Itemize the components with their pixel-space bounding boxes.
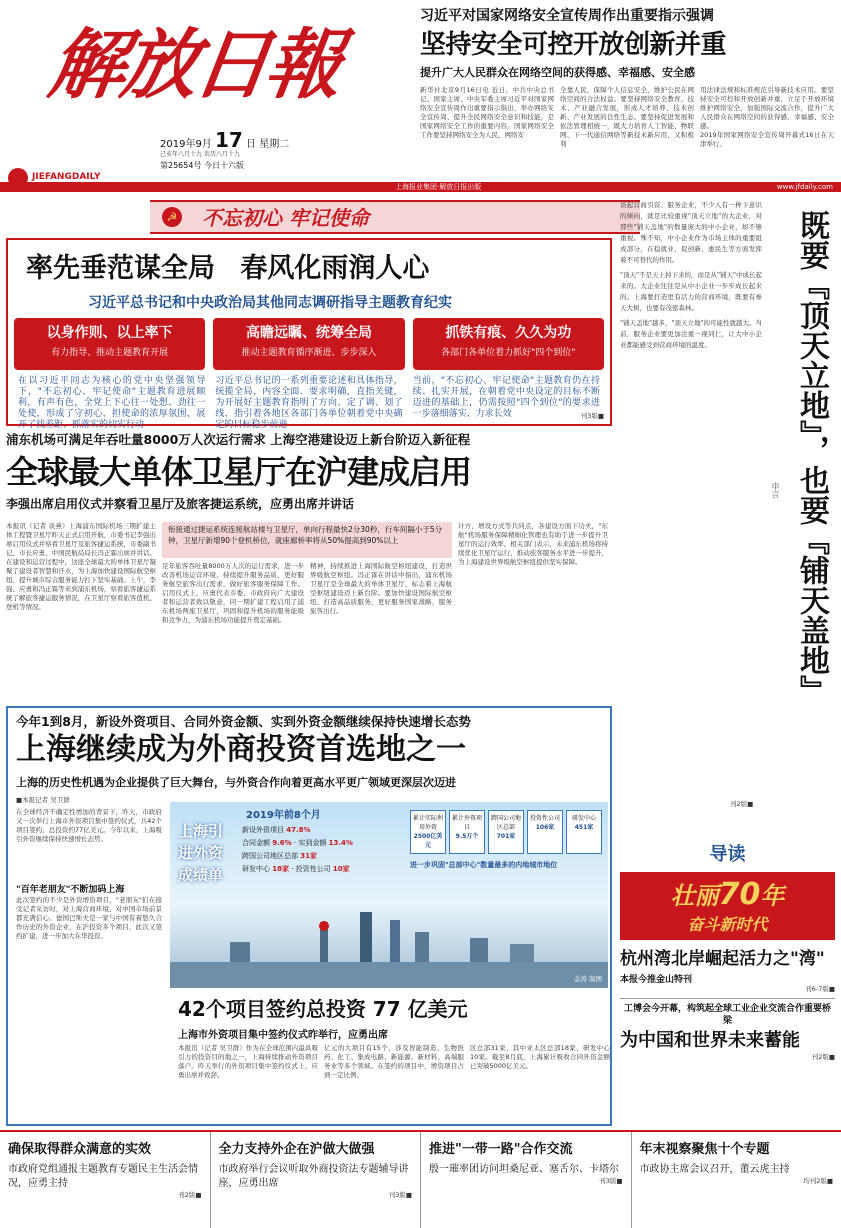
party-emblem-icon: ☭ <box>162 207 182 227</box>
invest-subtitle: "百年老朋友"不断加码上海 <box>16 885 125 895</box>
issue-number: 第25654号 今日十六版 <box>160 161 244 170</box>
theme-subhead: 习近平总书记和中央政治局其他同志调研指导主题教育纪实 <box>88 295 452 311</box>
theme-jump[interactable]: 刊3版■ <box>580 412 604 420</box>
infographic-card: 跨国公司地区总部 701家 <box>488 810 524 854</box>
theme-headline: 率先垂范谋全局 春风化雨润人心 <box>26 253 430 284</box>
airport-highlight: 衔接通过捷运系统连接航站楼与卫星厅，单向行程最快2分30秒，行车间隔小于5分钟，卫星厅新增90个登机桥位，就座廊桥率将从50%提高到90%以上 <box>162 522 452 558</box>
lead-col-3: 用法律法规和标准规范引导新技术应用。要坚持安全可控和开放创新并重，立足于开放环境维护网络安全，加强国际交流合作，提升广大人民群众在网络空间的获得感、幸福感、安全感。 2019年国家网络安全宣传周开幕式16日在天津举行。 <box>700 86 834 148</box>
sign-subhead: 上海市外资项目集中签约仪式昨举行，应勇出席 <box>178 1030 388 1041</box>
lunar-date: 己亥年八月十九 农历八月十九 <box>160 151 240 158</box>
theme-pill-2: 高瞻远瞩、统筹全局 推动主题教育循序渐进、步步深入 <box>213 318 404 370</box>
footer-item[interactable]: 确保取得群众满意的实效 市政府党组通报主题教育专题民主生活会情况，应勇主持 刊2版■ <box>0 1132 211 1228</box>
commentary <box>620 200 835 820</box>
publish-date: 2019年9月 17 日 星期二 <box>160 128 290 152</box>
airport-story <box>6 430 612 700</box>
invest-infographic <box>170 802 608 988</box>
guide-title: 导读 <box>709 844 746 865</box>
airport-subhead: 李强出席启用仪式并察看卫星厅及旅客捷运系统，应勇出席并讲话 <box>6 497 355 511</box>
invest-col-more: 此次签约的不少是外资增资项目，"老朋友"们在接受记者采访时，对上海营商环境、对中国市场前景都充满信心。德国巴斯夫是一家与中国有着悠久合作历史的外资企业，在沪投资多个项目，此次又签约扩建，进一步加大在华投资。 <box>16 896 162 940</box>
guide-item-1-sub: 本报今推金山特刊 <box>620 975 693 985</box>
stat-row: 研发中心 18家 · 投资性公司 10家 <box>242 865 350 873</box>
guide-item-1-headline[interactable]: 杭州湾北岸崛起活力之"湾" <box>620 949 825 969</box>
sign-headline: 42个项目签约总投资 77 亿美元 <box>178 997 468 1021</box>
commentary-byline: 申言 <box>771 482 780 498</box>
theme-pill-1: 以身作则、以上率下 有力指导、推动主题教育开展 <box>14 318 205 370</box>
invest-subhead: 上海的历史性机遇为企业提供了巨大舞台，与外资合作向着更高水平更广领域更深层次迈进 <box>16 776 456 789</box>
infographic-card: 研发中心 451家 <box>566 810 602 854</box>
lead-col-1: 新华社北京9月16日电 近日，中共中央总书记、国家主席、中央军委主席习近平对国家网络安全宣传周作出重要指示指出，举办网络安全宣传周、提升全民网络安全意识和技能，是国家网络安全工作的重要内容。国家网络安全工作要坚持网络安全为人民、网络安 <box>420 86 554 139</box>
theme-col-3: 当前，"不忘初心、牢记使命"主题教育仍在持续、扎实开展，在朝着党中央设定的目标不断迈进的基础上，仍需按照"四个到位"的要求进一步落细落实、力求长效 <box>412 376 600 419</box>
guide-banner: 壮丽70年 奋斗新时代 <box>620 872 835 940</box>
guide <box>620 840 835 1140</box>
guide-item-2-kicker: 工博会今开幕，构筑起全球工业企业交流合作重要桥梁 <box>623 1004 831 1026</box>
guide-item-2-jump[interactable]: 刊2版■ <box>811 1053 835 1061</box>
sign-col-2: 亿元的大项目有15个，涉及智能制造、生物医药、化工、集成电路、新能源、新材料、高端服务业等多个领域。在签约的项目中，增资项目占到一定比例。 <box>324 1044 464 1079</box>
infographic-card: 累计实际利用外资 2500亿美元 <box>410 810 446 854</box>
stat-row: 合同金额 9.6% · 实到金额 13.4% <box>242 839 353 847</box>
lead-story <box>420 6 835 174</box>
stat-row: 新设外资项目 47.8% <box>242 826 311 834</box>
newspaper-logo: 解放日報 <box>43 20 345 109</box>
invest-lead: 在全球经济不确定性增加的背景下，昨天，市政府又一次举行上海市外资项目集中签约仪式，共42个项目签约，总投资约77亿美元。今年以来，上海吸引外资继续保持快速增长态势。 <box>16 808 162 843</box>
commentary-jump[interactable]: 刊2版■ <box>730 800 754 808</box>
invest-byline: ■本报记者 吴卫群 <box>16 796 70 804</box>
theme-section <box>6 238 612 430</box>
infographic-card: 投资性公司 106家 <box>527 810 563 854</box>
infographic-note: 进一步巩固"总部中心"数量最多的内地城市地位 <box>410 861 558 869</box>
infographic-card: 累计外资项目 9.5万个 <box>449 810 485 854</box>
footer-item[interactable]: 年末视察聚焦十个专题 市政协主席会议召开，董云虎主持 均刊2版■ <box>639 1142 833 1185</box>
website-link[interactable]: www.jfdaily.com <box>776 183 833 191</box>
footer <box>0 1130 841 1228</box>
infographic-credit: 金涛 制图 <box>573 975 602 983</box>
stat-row: 跨国公司地区总部 31家 <box>242 852 317 860</box>
footer-item[interactable]: 推进"一带一路"合作交流 殷一璀率团访问坦桑尼亚、塞舌尔、卡塔尔 刊3版■ <box>421 1132 632 1228</box>
lead-kicker: 习近平对国家网络安全宣传周作出重要指示强调 <box>420 8 714 24</box>
airport-col-2: 足年旅客吞吐量8000万人次的运行需求，进一步改善机场运营环境，持续提升服务品质，更好服务航空旅客出行需求，做好旅客服务保障工作。启用仪式上，应勇代表市委、市政府向广大建设者和运营者致以敬意，同一期扩建工程启用了浦东机场两座卫星厅，巩固和提升机场的服务能级和竞争力，为浦东机场功能提升奠定基础。 <box>162 562 304 624</box>
infographic-cards <box>410 810 602 854</box>
invest-headline: 上海继续成为外商投资首选地之一 <box>16 732 466 767</box>
publisher-line: 上海报业集团·解放日报出版 <box>395 183 482 191</box>
footer-item[interactable]: 全力支持外企在沪做大做强 市政府举行会议听取外商投资法专题辅导讲座，应勇出席 刊3版■ <box>211 1132 422 1228</box>
airport-col-4: 计方、增设方式等共同点，各建设方面下功夫，"东航"机场服务保障精细化管理也有助于进一步提升卫星厅的运行效率。相关部门表示，未来浦东机场将持续优化卫星厅运行，推动旅客服务水平进一步提升，为上海建设世界级航空枢纽提供坚实保障。 <box>458 522 608 566</box>
lead-col-2: 全靠人民，保障个人信息安全，维护公民在网络空间的合法权益。要坚持网络安全教育、技术、产业融合发展，形成人才培养、技术创新、产业发展的良性生态。要坚持促进发展和依法管理相统一，既大力培育人工智能、物联网、下一代通信网络等新技术新应用，又积极利 <box>560 86 694 148</box>
infographic-title: 上海引进外资成绩单 <box>178 822 224 884</box>
theme-pill-3: 抓铁有痕、久久为功 各部门各单位着力抓好"四个到位" <box>413 318 604 370</box>
lead-subhead: 提升广大人民群众在网络空间的获得感、幸福感、安全感 <box>420 66 695 79</box>
theme-col-2: 习近平总书记的一系列重要论述和具体指导，统揽全局、内容全面、要求明确，直指关键，为开展好主题教育指明了方向、定了调、划了线，指引着各地区各部门各单位朝着党中央确定的目标稳步前进 <box>215 376 403 430</box>
invest-kicker: 今年1到8月，新设外资项目、合同外资金额、实到外资金额继续保持快速增长态势 <box>16 714 471 729</box>
theme-col-1: 在以习近平同志为核心的党中央坚强领导下，"不忘初心、牢记使命"主题教育进展顺利，有声有色，全党上下心往一处想、劲往一处使，形成了守初心、担使命的浓厚氛围，展开了找差距、抓落实的切实行动 <box>18 376 206 430</box>
theme-banner <box>150 200 640 234</box>
masthead-strip <box>0 182 841 192</box>
airport-col-1: 本报讯（记者 谈燕）上海浦东国际机场三期扩建主体工程暨卫星厅昨天正式启用开航，市委书记李强出席启用仪式并察看卫星厅及旅客捷运系统，市委副书记、市长应勇、中国民航局局长冯正霖出席并讲话。在建设和运营过程中，这座全球最大的单体卫星厅凝聚了建设者智慧和汗水，为上海加快建设国际航空枢纽、提升城市综合服务能力打下坚实基础。上午，李强、应勇和冯正霖等来到浦东机场，察看旅客捷运系统了解旅客捷运服务情况，在卫星厅察看旅客值机、登机等情况。 <box>6 522 156 611</box>
skyline-illustration <box>170 912 608 988</box>
invest-section <box>6 706 612 1126</box>
lead-headline: 坚持安全可控开放创新并重 <box>420 30 727 60</box>
sign-col-3: 区总部31家，其中亚太区总部18家，研发中心10家。截至8月底，上海累计吸收合同外资金额已突破5000亿美元。 <box>470 1044 610 1070</box>
commentary-body: 谈起营商引资、服务企业，不少人有一种下意识的倾向，就是比较重视"顶天立地"的大企业，对那些"铺天盖地"的数量庞大的中小企业，却不够重视。殊不知，中小企业作为市场主体的重要组成部分，在稳就业、促创新、惠民生等方面发挥着不可替代的作用。 "顶天"不是天上掉下来的，而是从"铺天"中成长起来的。大企业往往是从中小企业一步步成长起来的。上海要打造更有活力的营商环境，既要有参天大树，也要有茂密森林。 "铺天盖地"越多，"顶天立地"的可能性就越大。当前，服务企业要更加注重一视同仁，让大中小企业都能感受到营商环境的温度。 <box>620 201 762 349</box>
theme-banner-text: 不忘初心 牢记使命 <box>202 206 369 230</box>
infographic-stats <box>242 824 402 876</box>
brand-en: JIEFANGDAILY <box>32 172 101 182</box>
guide-item-1-jump[interactable]: 刊6-7版■ <box>805 985 835 993</box>
infographic-subtitle: 2019年前8个月 <box>246 810 321 821</box>
airport-kicker: 浦东机场可满足年吞吐量8000万人次运行需求 上海空港建设迈上新台阶迈入新征程 <box>6 432 471 447</box>
guide-item-2-headline[interactable]: 为中国和世界未来蓄能 <box>620 1030 800 1051</box>
airport-col-3: 精神，持续推进上海国际航空枢纽建设，打造世界级航空枢纽。冯正霖在讲话中指出，浦东机场卫星厅是全球最大的单体卫星厅，标志着上海航空枢纽建设迈上新台阶。要加快建设国际航空枢纽、打造高品质服务，更好服务国家战略，服务旅客出行。 <box>310 562 452 615</box>
commentary-headline: 既要『顶天立地』，也要『铺天盖地』 <box>794 210 829 705</box>
sign-col-1: 本报讯（记者 吴卫群）作为在全球范围内最具吸引力的投资目的地之一，上海持续推动外资项目落户。昨天举行的外资项目集中签约仪式上，应勇出席并致辞。 <box>178 1044 318 1079</box>
airport-headline: 全球最大单体卫星厅在沪建成启用 <box>6 453 472 491</box>
